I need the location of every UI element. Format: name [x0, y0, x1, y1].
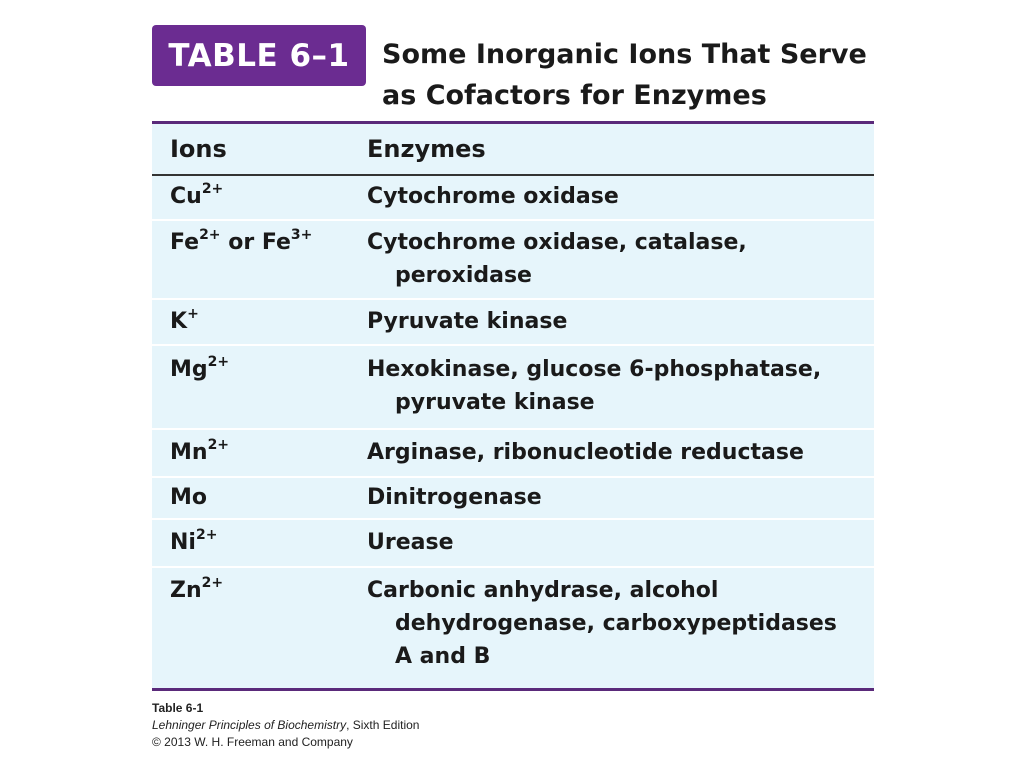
- table-row: [152, 346, 874, 428]
- enzyme-cell: [367, 436, 804, 469]
- credit-book-line: [152, 717, 419, 734]
- enzyme-cell: [367, 180, 619, 213]
- ion-cell: [170, 436, 229, 469]
- table-number-label: TABLE 6–1: [168, 37, 350, 74]
- ion-charge-alt: 3+: [290, 227, 313, 243]
- ion-symbol: Cu: [170, 184, 202, 209]
- enzyme-cell: [367, 574, 837, 673]
- column-header-ions: Ions: [170, 135, 227, 163]
- enzyme-line: Dinitrogenase: [367, 485, 542, 510]
- credit-book-title: Lehninger Principles of Biochemistry: [152, 718, 347, 732]
- enzyme-line: Pyruvate kinase: [367, 309, 568, 334]
- enzyme-cell: [367, 481, 542, 514]
- ion-charge: 2+: [201, 575, 224, 591]
- enzyme-line: Cytochrome oxidase: [367, 184, 619, 209]
- enzyme-line: Hexokinase, glucose 6-phosphatase,: [367, 357, 822, 382]
- enzyme-line: Carbonic anhydrase, alcohol: [367, 578, 719, 603]
- table-row: [152, 520, 874, 566]
- table-row: [152, 568, 874, 688]
- table-number-badge: [152, 25, 366, 86]
- enzyme-line: Arginase, ribonucleotide reductase: [367, 440, 804, 465]
- enzyme-line-continued: peroxidase: [395, 263, 532, 288]
- ion-charge: 2+: [207, 437, 230, 453]
- table-header-row: [152, 124, 874, 176]
- ion-cell: [170, 481, 207, 514]
- enzyme-line: Cytochrome oxidase, catalase,: [367, 230, 747, 255]
- enzyme-line-continued: dehydrogenase, carboxypeptidases: [395, 611, 837, 636]
- ion-charge: 2+: [199, 227, 221, 243]
- table-title-line-2: as Cofactors for Enzymes: [382, 80, 767, 111]
- ion-cell: [170, 526, 217, 559]
- ion-symbol-alt: or Fe: [220, 230, 291, 255]
- table-row: [152, 176, 874, 219]
- ion-symbol: Mo: [170, 485, 208, 510]
- ion-symbol: K: [170, 309, 188, 334]
- ion-symbol: Fe: [170, 230, 200, 255]
- table-row: [152, 221, 874, 298]
- source-credit: [152, 700, 419, 751]
- ion-symbol: Zn: [170, 578, 202, 603]
- enzyme-line-continued: A and B: [395, 644, 491, 669]
- ion-cell: [170, 226, 312, 259]
- ion-symbol: Ni: [170, 530, 196, 555]
- enzyme-cell: [367, 305, 567, 338]
- table-title-line-1: Some Inorganic Ions That Serve: [382, 39, 867, 70]
- cofactor-table: [152, 124, 874, 688]
- credit-edition: , Sixth Edition: [346, 718, 420, 732]
- enzyme-cell: [367, 353, 821, 419]
- enzyme-cell: [367, 226, 747, 292]
- enzyme-line: Urease: [367, 530, 454, 555]
- table-row: [152, 430, 874, 476]
- ion-charge: 2+: [201, 181, 224, 197]
- enzyme-line-continued: pyruvate kinase: [395, 390, 595, 415]
- column-header-enzymes: Enzymes: [367, 135, 486, 163]
- bottom-rule: [152, 688, 874, 691]
- credit-table-label: Table 6-1: [152, 701, 204, 715]
- ion-symbol: Mn: [170, 440, 208, 465]
- table-title: [382, 34, 867, 116]
- credit-copyright: © 2013 W. H. Freeman and Company: [152, 735, 353, 749]
- ion-charge: +: [187, 306, 199, 322]
- table-row: [152, 300, 874, 344]
- ion-symbol: Mg: [170, 357, 208, 382]
- ion-charge: 2+: [207, 354, 230, 370]
- table-row: [152, 478, 874, 518]
- ion-cell: [170, 574, 223, 607]
- ion-charge: 2+: [195, 527, 218, 543]
- enzyme-cell: [367, 526, 454, 559]
- ion-cell: [170, 305, 199, 338]
- ion-cell: [170, 180, 223, 213]
- ion-cell: [170, 353, 229, 386]
